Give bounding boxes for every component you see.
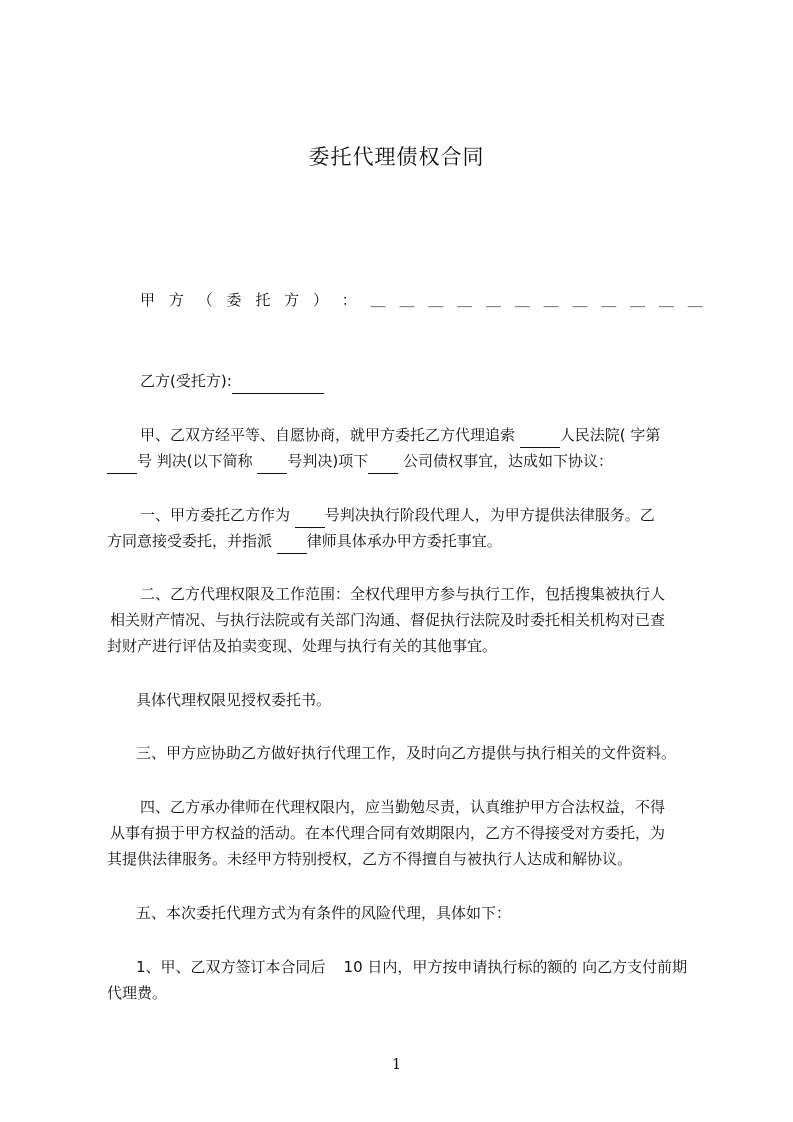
party-a-blank: ＿: [370, 291, 386, 309]
party-b-blank: [232, 377, 324, 394]
blank-field: [257, 457, 287, 474]
intro-line-2: [107, 448, 703, 474]
party-a-blank: ＿: [687, 291, 703, 309]
page-number: 1: [391, 1055, 402, 1073]
intro-line-1: [140, 422, 736, 448]
blank-field: [107, 457, 137, 474]
section-text: 律师具体承办甲方委托事宜。: [306, 532, 502, 550]
section-3-line-1: 三、甲方应协助乙方做好执行代理工作，及时向乙方提供与执行相关的文件资料。: [136, 744, 677, 762]
intro-text: 公司债权事宜，达成如下协议：: [403, 452, 614, 470]
party-a-char: 委: [226, 291, 242, 309]
party-a-char: 托: [255, 291, 271, 309]
document-title: 委托代理债权合同: [308, 145, 485, 169]
party-a-char: ）: [312, 291, 328, 309]
party-a-blank: ＿: [658, 291, 674, 309]
party-b-line: [140, 368, 736, 394]
section-text: 方同意接受委托，并指派: [107, 532, 273, 550]
section-2-note: 具体代理权限见授权委托书。: [136, 691, 332, 709]
section-1-line-2: [107, 528, 703, 554]
section-4-line-2: 从事有损于甲方权益的活动。在本代理合同有效期限内，乙方不得接受对方委托，为: [110, 824, 666, 842]
blank-field: [520, 431, 560, 448]
section-4-line-3: 其提供法律服务。未经甲方特别授权，乙方不得擅自与被执行人达成和解协议。: [107, 850, 633, 868]
party-b-label: 乙方(受托方):: [140, 372, 232, 390]
party-a-blank: ＿: [457, 291, 473, 309]
party-a-char: ：: [341, 291, 357, 309]
party-a-blank: ＿: [485, 291, 501, 309]
section-text: 10 日内，甲方按申请执行标的额的 向乙方支付前期: [343, 958, 688, 976]
section-5-line-1: 五、本次委托代理方式为有条件的风险代理，具体如下：: [136, 904, 512, 922]
party-a-blank: ＿: [514, 291, 530, 309]
party-a-char: 方: [284, 291, 300, 309]
party-a-blank: ＿: [630, 291, 646, 309]
blank-field: [277, 537, 307, 554]
intro-text: 号判决)项下: [287, 452, 369, 470]
section-2-line-1: 二、乙方代理权限及工作范围：全权代理甲方参与执行工作，包括搜集被执行人: [140, 585, 666, 603]
section-1-line-1: [140, 502, 736, 528]
section-5-1-line-2: 代理费。: [107, 984, 168, 1002]
party-a-blank: ＿: [601, 291, 617, 309]
intro-text: 号 判决(以下简称: [137, 452, 253, 470]
blank-field: [295, 511, 325, 528]
party-a-char: 方: [168, 291, 184, 309]
party-a-blank: ＿: [543, 291, 559, 309]
section-5-1-line-1: [136, 954, 732, 980]
section-2-line-2: 相关财产情况、与执行法院或有关部门沟通、督促执行法院及时委托相关机构对已查: [110, 611, 666, 629]
section-4-line-1: 四、乙方承办律师在代理权限内，应当勤勉尽责，认真维护甲方合法权益，不得: [140, 798, 666, 816]
party-a-blank: ＿: [428, 291, 444, 309]
blank-field: [368, 457, 398, 474]
intro-text: 人民法院( 字第: [559, 426, 661, 444]
party-a-line: [140, 289, 703, 310]
section-text: 号判决执行阶段代理人，为甲方提供法律服务。乙: [324, 506, 655, 524]
party-a-blank: ＿: [399, 291, 415, 309]
party-a-blank: ＿: [572, 291, 588, 309]
party-a-char: 甲: [140, 291, 156, 309]
section-text: 一、甲方委托乙方作为: [140, 506, 291, 524]
section-text: 1、甲、乙双方签订本合同后: [136, 958, 326, 976]
section-2-line-3: 封财产进行评估及拍卖变现、处理与执行有关的其他事宜。: [107, 637, 498, 655]
intro-text: 甲、乙双方经平等、自愿协商，就甲方委托乙方代理追索: [140, 426, 516, 444]
party-a-char: （: [197, 291, 213, 309]
